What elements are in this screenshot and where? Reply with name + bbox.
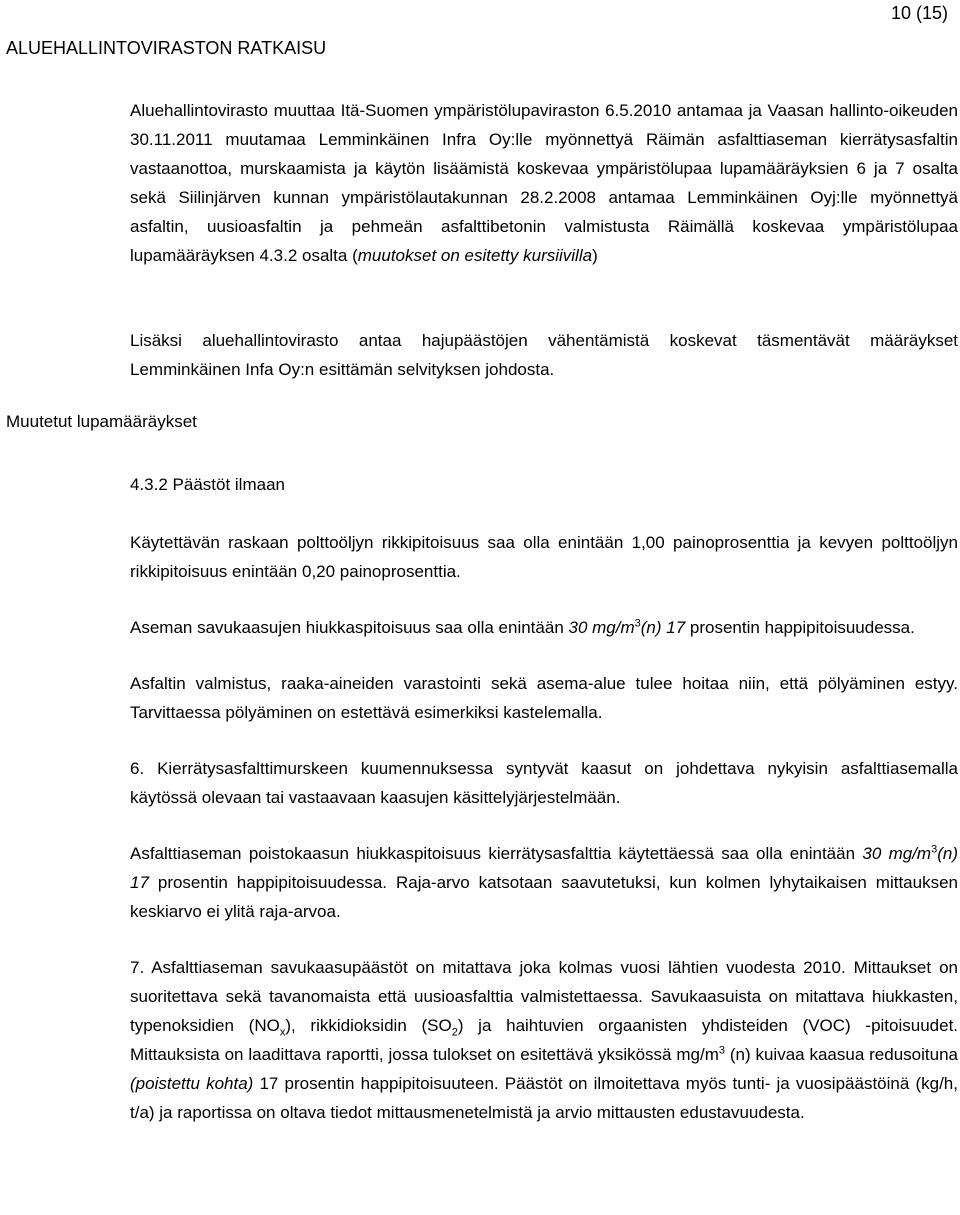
- p6-italic-removed: (poistettu kohta): [130, 1074, 254, 1093]
- intro-text: Aluehallintovirasto muuttaa Itä-Suomen ympäristölupaviraston 6.5.2010 antamaa ja Vaasan hallinto-oikeuden 30.11.2011 muutamaa Lemminkäinen Infra Oy:lle myönnettyä Räimän asfalttiaseman kierrätysasfaltin vastaanottoa, murskaamista ja käytön lisäämistä koskevaa ympäristölupaa lupamääräyksien 6 ja 7 osalta sekä Siilinjärven kunnan ympäristölautakunnan 28.2.2008 antamaa Lemminkäinen Oyj:lle myönnettyä asfaltin, uusioasfaltin ja pehmeän asfalttibetonin valmistusta Räimällä koskevaa ympäristölupaa lupamääräyksen 4.3.2 osalta (: [130, 101, 958, 265]
- p5-superscript: 3: [931, 843, 938, 856]
- side-heading: Muutetut lupamääräykset: [6, 412, 197, 431]
- p6-text-b: ), rikkidioksidin (SO: [285, 1016, 452, 1035]
- paragraph-item-7: [130, 953, 958, 1127]
- intro-italic-note: muutokset on esitetty kursiivilla: [357, 246, 593, 265]
- body-block: [130, 528, 958, 1154]
- p6-text-a: 7. Asfalttiaseman savukaasupäästöt on mitattava joka kolmas vuosi lähtien vuodesta 2010. Mittaukset on suoritettava sekä tavanomaista että uusioasfalttia valmistettaessa. Savukaasuista on mitattava hiukkasten, typenoksidien (NO: [130, 958, 958, 1035]
- p6-text-c: ) ja haihtuvien orgaanisten yhdisteiden (VOC) -pitoisuudet. Mittauksista on laadittava raportti, jossa tulokset on esitettävä yksikössä mg/m: [130, 1016, 959, 1064]
- p2-italic-value: (n) 17: [640, 618, 686, 637]
- p6-superscript: 3: [718, 1044, 725, 1057]
- intro-paragraph: [130, 96, 958, 270]
- p6-text-d: (n) kuivaa kaasua redusoituna: [725, 1045, 958, 1064]
- p2-text-a: Aseman savukaasujen hiukkaspitoisuus saa olla enintään: [130, 618, 569, 637]
- p6-subscript-2: 2: [451, 1026, 458, 1039]
- intro-section: [130, 96, 958, 270]
- section-heading: 4.3.2 Päästöt ilmaan: [130, 475, 285, 494]
- p5-italic-unit: 30 mg/m: [862, 844, 932, 863]
- additional-paragraph: Lisäksi aluehallintovirasto antaa hajupäästöjen vähentämistä koskevat täsmentävät määräykset Lemminkäinen Infa Oy:n esittämän selvityksen johdosta.: [130, 331, 958, 379]
- p5-text-a: Asfalttiaseman poistokaasun hiukkaspitoisuus kierrätysasfalttia käytettäessä saa olla enintään: [130, 844, 863, 863]
- p5-italic-value: (n) 17: [130, 844, 958, 892]
- paragraph-item-6: 6. Kierrätysasfalttimurskeen kuumennuksessa syntyvät kaasut on johdettava nykyisin asfalttiasemalla käytössä olevaan tai vastaavaan kaasujen käsittelyjärjestelmään.: [130, 759, 958, 807]
- p2-text-b: prosentin happipitoisuudessa.: [685, 618, 915, 637]
- document-title: ALUEHALLINTOVIRASTON RATKAISU: [6, 38, 327, 58]
- paragraph-exhaust-particulate: [130, 839, 958, 926]
- p5-text-b: prosentin happipitoisuudessa. Raja-arvo katsotaan saavutetuksi, kun kolmen lyhytaikaisen mittauksen keskiarvo ei ylitä raja-arvoa.: [130, 873, 958, 921]
- p6-text-e: 17 prosentin happipitoisuuteen. Päästöt on ilmoitettava myös tunti- ja vuosipäästöinä (kg/h, t/a) ja raportissa on oltava tiedot mittausmenetelmistä ja arvio mittausten edustavuudesta.: [130, 1074, 958, 1122]
- additional-section: [130, 326, 958, 384]
- page-number: 10 (15): [890, 3, 948, 23]
- p2-italic-unit: 30 mg/m: [568, 618, 635, 637]
- paragraph-particulate-limit: [130, 613, 958, 642]
- p2-superscript: 3: [634, 617, 641, 630]
- intro-closing: ): [592, 246, 598, 265]
- p6-subscript-x: x: [279, 1026, 286, 1039]
- paragraph-fuel-sulfur: Käytettävän raskaan polttoöljyn rikkipitoisuus saa olla enintään 1,00 painoprosenttia ja kevyen polttoöljyn rikkipitoisuus enintään 0,20 painoprosenttia.: [130, 533, 958, 581]
- paragraph-dust-control: Asfaltin valmistus, raaka-aineiden varastointi sekä asema-alue tulee hoitaa niin, että pölyäminen estyy. Tarvittaessa pölyäminen on estettävä esimerkiksi kastelemalla.: [130, 674, 958, 722]
